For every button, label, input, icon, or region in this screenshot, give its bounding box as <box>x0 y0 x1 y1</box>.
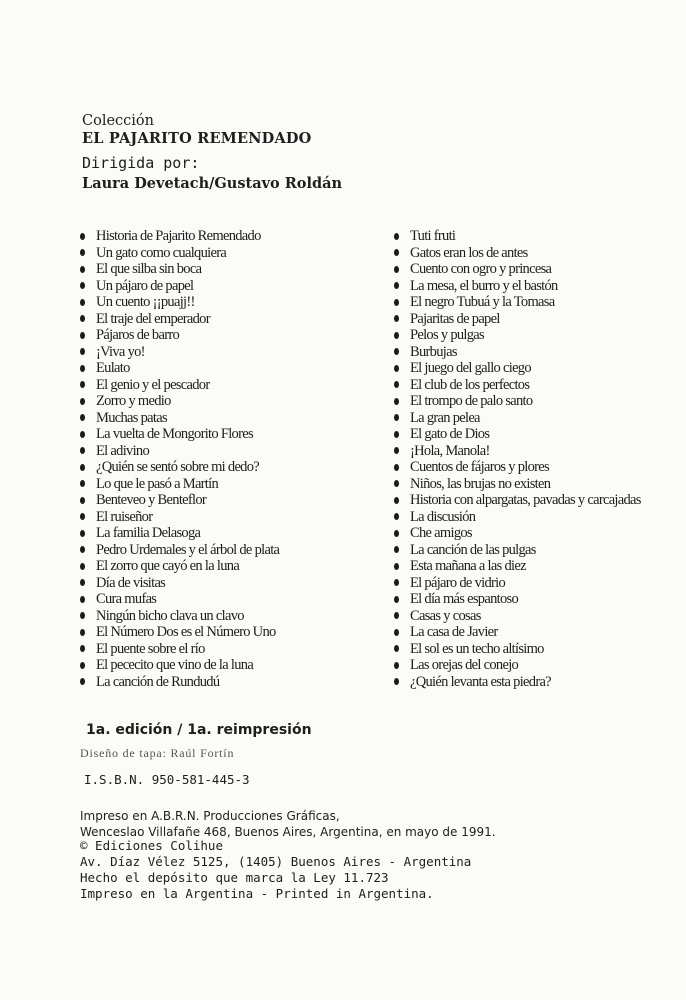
bullet-icon <box>80 431 85 438</box>
list-item <box>80 261 380 278</box>
list-item <box>80 459 380 476</box>
book-title: El sol es un techo altísimo <box>410 640 544 657</box>
book-title: El que silba sin boca <box>96 261 202 277</box>
book-title: El adivino <box>96 442 150 459</box>
bullet-icon <box>394 645 399 652</box>
list-item <box>80 558 380 575</box>
bullet-icon <box>80 447 85 454</box>
list-item <box>80 509 380 526</box>
isbn: I.S.B.N. 950-581-445-3 <box>84 772 250 787</box>
list-item <box>394 228 684 245</box>
bullet-icon <box>394 596 399 603</box>
list-item <box>394 476 684 493</box>
list-item <box>80 674 380 691</box>
book-title: Historia de Pajarito Remendado <box>96 228 261 244</box>
directed-by-label: Dirigida por: <box>82 154 200 172</box>
bullet-icon <box>80 662 85 669</box>
bullet-icon <box>80 282 85 289</box>
bullet-icon <box>80 596 85 603</box>
book-title: Pedro Urdemales y el árbol de plata <box>96 541 280 558</box>
book-title: ¿Quién se sentó sobre mi dedo? <box>96 459 260 475</box>
bullet-icon <box>394 299 399 306</box>
list-item <box>80 278 380 295</box>
book-title: El gato de Dios <box>410 426 490 442</box>
collection-header <box>82 112 342 193</box>
book-title: Cuentos de fájaros y plores <box>410 459 549 475</box>
bullet-icon <box>394 266 399 273</box>
list-item <box>80 476 380 493</box>
bullet-icon <box>80 563 85 570</box>
list-item <box>80 377 380 394</box>
book-title: Burbujas <box>410 343 457 360</box>
list-item <box>80 228 380 245</box>
bullet-icon <box>80 233 85 240</box>
list-item <box>80 311 380 328</box>
bullet-icon <box>80 398 85 405</box>
list-item <box>394 624 684 641</box>
bullet-icon <box>80 249 85 256</box>
book-title: El negro Tubuá y la Tomasa <box>410 294 555 310</box>
bullet-icon <box>394 332 399 339</box>
book-title: Benteveo y Benteflor <box>96 492 207 508</box>
bullet-icon <box>80 414 85 421</box>
list-item <box>394 575 684 592</box>
book-title: El día más espantoso <box>410 591 519 607</box>
bullet-icon <box>394 447 399 454</box>
bullet-icon <box>80 332 85 339</box>
book-title: Pájaros de barro <box>96 327 180 343</box>
book-title: Ningún bicho clava un clavo <box>96 607 244 624</box>
list-item <box>80 393 380 410</box>
bullet-icon <box>394 249 399 256</box>
cover-design-credit: Diseño de tapa: Raúl Fortín <box>80 746 235 760</box>
list-item <box>394 344 684 361</box>
bullet-icon <box>394 381 399 388</box>
bullet-icon <box>80 315 85 322</box>
book-title: Tuti fruti <box>410 228 456 244</box>
bullet-icon <box>80 546 85 553</box>
book-title: ¡Viva yo! <box>96 343 145 360</box>
list-item <box>394 591 684 608</box>
list-item <box>394 261 684 278</box>
list-item <box>394 509 684 526</box>
bullet-icon <box>394 579 399 586</box>
bullet-icon <box>394 513 399 520</box>
bullet-icon <box>394 497 399 504</box>
book-title: Gatos eran los de antes <box>410 244 528 261</box>
book-title: Muchas patas <box>96 409 167 426</box>
bullet-icon <box>394 414 399 421</box>
book-title: Un gato como cualquiera <box>96 244 227 261</box>
list-item <box>394 278 684 295</box>
list-item <box>80 657 380 674</box>
printer-info <box>80 808 496 840</box>
book-title: Che amigos <box>410 525 472 541</box>
list-item <box>80 327 380 344</box>
list-item <box>394 294 684 311</box>
list-item <box>80 410 380 427</box>
list-item <box>394 525 684 542</box>
list-item <box>80 426 380 443</box>
book-title: La discusión <box>410 508 476 525</box>
bullet-icon <box>80 645 85 652</box>
titles-list-right <box>394 228 684 690</box>
bullet-icon <box>394 348 399 355</box>
list-item <box>394 426 684 443</box>
book-title: Eulato <box>96 360 130 376</box>
bullet-icon <box>80 365 85 372</box>
list-item <box>80 443 380 460</box>
bullet-icon <box>394 282 399 289</box>
legal-deposit-line: Hecho el depósito que marca la Ley 11.723 <box>80 870 389 885</box>
list-item <box>394 674 684 691</box>
collection-label: Colección <box>82 113 154 129</box>
list-item <box>80 624 380 641</box>
book-title: Lo que le pasó a Martín <box>96 475 219 492</box>
list-item <box>394 443 684 460</box>
bullet-icon <box>394 398 399 405</box>
book-title: El pececito que vino de la luna <box>96 657 254 673</box>
bullet-icon <box>394 662 399 669</box>
list-item <box>80 360 380 377</box>
book-title: ¿Quién levanta esta piedra? <box>410 673 551 690</box>
list-item <box>394 608 684 625</box>
list-item <box>394 558 684 575</box>
titles-list-left <box>80 228 380 690</box>
book-title: El ruiseñor <box>96 508 153 525</box>
bullet-icon <box>80 678 85 685</box>
book-title: Un pájaro de papel <box>96 277 194 294</box>
book-title: El club de los perfectos <box>410 376 530 393</box>
publisher-info <box>80 838 471 902</box>
bullet-icon <box>80 480 85 487</box>
list-item <box>80 245 380 262</box>
bullet-icon <box>394 629 399 636</box>
directors-names: Laura Devetach/Gustavo Roldán <box>82 175 343 192</box>
list-item <box>394 542 684 559</box>
list-item <box>394 327 684 344</box>
list-item <box>394 492 684 509</box>
bullet-icon <box>80 579 85 586</box>
bullet-icon <box>394 464 399 471</box>
book-title: La canción de Rundudú <box>96 673 220 690</box>
series-title: EL PAJARITO REMENDADO <box>82 130 312 147</box>
bullet-icon <box>80 381 85 388</box>
bullet-icon <box>80 299 85 306</box>
book-title: El pájaro de vidrio <box>410 574 506 591</box>
book-title: El Número Dos es el Número Uno <box>96 624 276 640</box>
book-title: ¡Hola, Manola! <box>410 442 490 459</box>
list-item <box>80 492 380 509</box>
book-title: La familia Delasoga <box>96 525 201 541</box>
list-item <box>394 377 684 394</box>
list-item <box>394 393 684 410</box>
list-item <box>80 575 380 592</box>
bullet-icon <box>80 464 85 471</box>
book-title: El genio y el pescador <box>96 376 210 393</box>
book-title: El puente sobre el río <box>96 640 205 657</box>
printer-line: Impreso en A.B.R.N. Producciones Gráficas, <box>80 809 340 823</box>
list-item <box>80 542 380 559</box>
bullet-icon <box>394 678 399 685</box>
book-title: La vuelta de Mongorito Flores <box>96 426 253 442</box>
bullet-icon <box>394 365 399 372</box>
book-title: El juego del gallo ciego <box>410 360 531 376</box>
list-item <box>394 641 684 658</box>
book-title: Historia con alpargatas, pavadas y carcajadas <box>410 492 641 508</box>
list-item <box>394 410 684 427</box>
book-title: Niños, las brujas no existen <box>410 475 551 492</box>
book-title: La gran pelea <box>410 409 480 426</box>
bullet-icon <box>394 612 399 619</box>
edition-line: 1a. edición / 1a. reimpresión <box>86 722 312 738</box>
book-title: La casa de Javier <box>410 624 498 640</box>
list-item <box>80 608 380 625</box>
bullet-icon <box>394 233 399 240</box>
book-title: El traje del emperador <box>96 310 210 327</box>
book-title: Zorro y medio <box>96 393 171 409</box>
list-item <box>80 344 380 361</box>
list-item <box>80 641 380 658</box>
book-title: Pajaritas de papel <box>410 310 500 327</box>
book-title: Las orejas del conejo <box>410 657 519 673</box>
bullet-icon <box>80 530 85 537</box>
book-title: Día de visitas <box>96 574 166 591</box>
list-item <box>80 525 380 542</box>
book-title: La mesa, el burro y el bastón <box>410 277 558 294</box>
book-title: La canción de las pulgas <box>410 541 536 558</box>
bullet-icon <box>80 348 85 355</box>
bullet-icon <box>80 629 85 636</box>
bullet-icon <box>394 530 399 537</box>
publisher-address-line: Av. Díaz Vélez 5125, (1405) Buenos Aires - Argentina <box>80 854 472 869</box>
printed-in-line: Impreso en la Argentina - Printed in Argentina. <box>80 886 434 901</box>
list-item <box>80 294 380 311</box>
bullet-icon <box>80 612 85 619</box>
copyright-line: © Ediciones Colihue <box>80 838 223 853</box>
book-title: El zorro que cayó en la luna <box>96 558 240 574</box>
book-title: Casas y cosas <box>410 607 481 624</box>
list-item <box>394 657 684 674</box>
printer-address-line: Wenceslao Villafañe 468, Buenos Aires, Argentina, en mayo de 1991. <box>80 825 496 839</box>
bullet-icon <box>80 497 85 504</box>
bullet-icon <box>394 546 399 553</box>
bullet-icon <box>80 513 85 520</box>
book-title: Un cuento ¡¡puajj!! <box>96 294 195 310</box>
list-item <box>394 311 684 328</box>
book-title: El trompo de palo santo <box>410 393 533 409</box>
bullet-icon <box>394 431 399 438</box>
list-item <box>394 360 684 377</box>
list-item <box>394 245 684 262</box>
book-title: Cuento con ogro y princesa <box>410 261 552 277</box>
book-title: Cura mufas <box>96 591 157 607</box>
bullet-icon <box>394 480 399 487</box>
bullet-icon <box>394 563 399 570</box>
bullet-icon <box>80 266 85 273</box>
book-title: Esta mañana a las diez <box>410 558 526 574</box>
list-item <box>394 459 684 476</box>
book-title: Pelos y pulgas <box>410 327 484 343</box>
list-item <box>80 591 380 608</box>
bullet-icon <box>394 315 399 322</box>
